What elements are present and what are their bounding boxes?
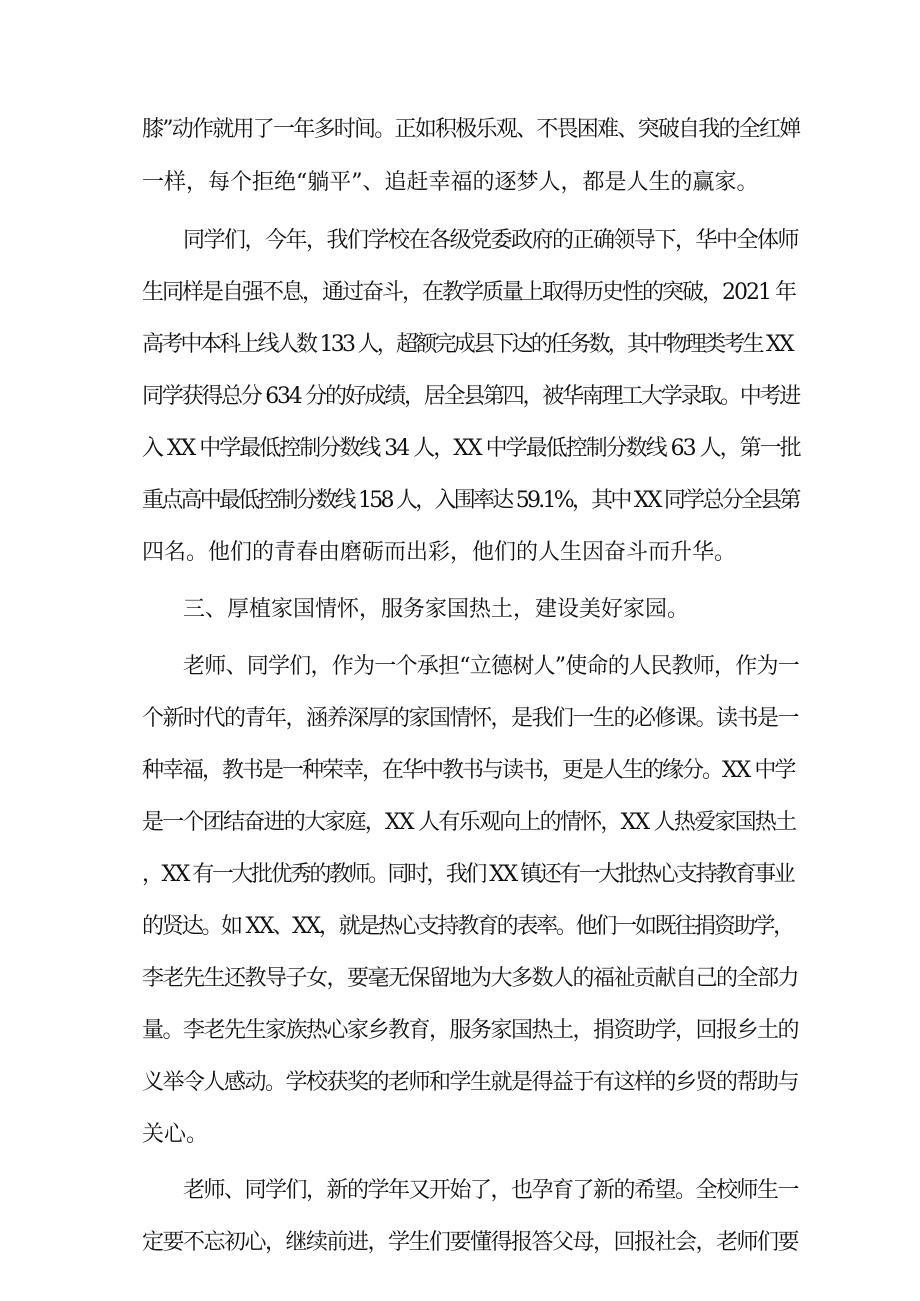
text-line: 量。李老先生家族热心家乡教育，服务家国热土，捐资助学，回报乡土的 (142, 1018, 799, 1043)
text-line: 生同样是自强不息，通过奋斗，在教学质量上取得历史性的突破，2021 年 (142, 280, 795, 305)
text-line: 膝”动作就用了一年多时间。正如积极乐观、不畏困难、突破自我的全红婵 (142, 117, 800, 142)
text-line: 重点高中最低控制分数线 158 人，入围率达 59.1%，其中 XX 同学总分全县第 (142, 488, 799, 513)
text-line: 入 XX 中学最低控制分数线 34 人，XX 中学最低控制分数线 63 人，第一批 (142, 436, 800, 461)
text-line: ，XX 有一大批优秀的教师。同时，我们 XX 镇还有一大批热心支持教育事业 (142, 862, 794, 887)
text-line: 关心。 (142, 1122, 209, 1147)
text-line: 李老先生还教导子女，要毫无保留地为大多数人的福祉贡献自己的全部力 (142, 966, 799, 991)
text-line: 定要不忘初心，继续前进，学生们要懂得报答父母，回报社会，老师们要 (142, 1230, 799, 1255)
section-heading: 三、厚植家国情怀，服务家国热土，建设美好家园。 (183, 597, 690, 622)
text-line: 一样，每个拒绝“躺平”、追赶幸福的逐梦人，都是人生的赢家。 (142, 170, 759, 195)
text-line: 高考中本科上线人数 133 人，超额完成县下达的任务数，其中物理类考生 XX (142, 332, 792, 357)
text-line: 个新时代的青年，涵养深厚的家国情怀，是我们一生的必修课。读书是一 (142, 706, 799, 731)
text-line: 种幸福，教书是一种荣幸，在华中教书与读书，更是人生的缘分。XX 中学 (142, 758, 795, 783)
text-line: 是一个团结奋进的大家庭，XX 人有乐观向上的情怀，XX 人热爱家国热土 (142, 810, 796, 835)
text-line: 的贤达。如 XX、XX，就是热心支持教育的表率。他们一如既往捐资助学， (142, 914, 793, 939)
paragraph-start-line: 同学们，今年，我们学校在各级党委政府的正确领导下，华中全体师 (183, 228, 799, 253)
paragraph-start-line: 老师、同学们，新的学年又开始了，也孕育了新的希望。全校师生一 (183, 1178, 799, 1203)
text-line: 四名。他们的青春由磨砺而出彩，他们的人生因奋斗而升华。 (142, 540, 737, 565)
paragraph-start-line: 老师、同学们，作为一个承担“立德树人”使命的人民教师，作为一 (183, 654, 799, 679)
text-line: 同学获得总分 634 分的好成绩，居全县第四，被华南理工大学录取。中考进 (142, 384, 799, 409)
text-line: 义举令人感动。学校获奖的老师和学生就是得益于有这样的乡贤的帮助与 (142, 1070, 799, 1095)
